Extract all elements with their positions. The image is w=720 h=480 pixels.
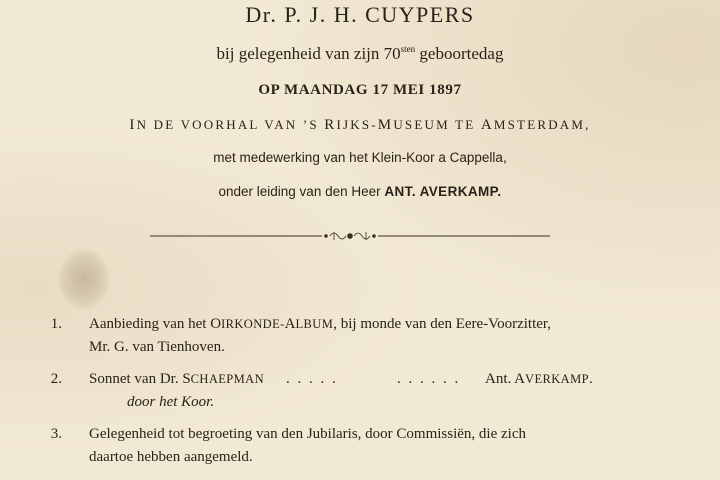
venue-initial: R bbox=[324, 117, 337, 133]
date-line: OP MAANDAG 17 MEI 1897 bbox=[258, 82, 462, 98]
item-text-part: Sonnet van Dr. bbox=[89, 371, 183, 387]
item-3-continuation: daartoe hebben aangemeld. bbox=[89, 449, 253, 465]
direction-text: onder leiding van den Heer bbox=[218, 184, 385, 199]
item-text-part: O bbox=[210, 316, 222, 332]
item-text: Gelegenheid tot begroeting van den Jubilaris, door Commissiën, die zich bbox=[89, 426, 526, 442]
item-text-part: S bbox=[182, 371, 191, 387]
venue-text: USEUM TE bbox=[393, 117, 481, 132]
venue-line bbox=[0, 117, 720, 134]
venue-initial: M bbox=[377, 117, 394, 133]
item-text-part: LBUM bbox=[295, 317, 334, 331]
direction-line bbox=[0, 184, 720, 199]
composer-part: VERKAMP bbox=[525, 372, 589, 386]
venue-initial: I bbox=[129, 117, 137, 133]
item-number: 3. bbox=[50, 426, 62, 442]
item-number: 1. bbox=[50, 316, 62, 332]
occasion-superscript: sten bbox=[400, 44, 416, 54]
item-text-part: , bij monde van den Eere-Voorzitter, bbox=[333, 316, 552, 332]
occasion-text-end: geboortedag bbox=[415, 44, 504, 63]
composer-name bbox=[485, 371, 593, 388]
item-text bbox=[89, 371, 264, 388]
title-name: P. J. H. CUYPERS bbox=[284, 2, 475, 27]
stain-mark bbox=[58, 248, 110, 310]
leader-dots: . . . . . bbox=[286, 371, 338, 387]
performer-line: door het Koor. bbox=[127, 394, 215, 410]
cooperation-line: met medewerking van het Klein-Koor a Cappella, bbox=[213, 150, 507, 165]
conductor-name: ANT. AVERKAMP. bbox=[384, 184, 502, 199]
composer-part: . bbox=[588, 371, 593, 387]
title-prefix: Dr. bbox=[245, 2, 278, 27]
document-title bbox=[0, 2, 720, 28]
item-number: 2. bbox=[50, 371, 62, 387]
venue-text: N DE VOORHAL VAN ’S bbox=[136, 117, 325, 132]
venue-text: MSTERDAM, bbox=[493, 117, 591, 132]
occasion-line bbox=[0, 44, 720, 64]
item-text bbox=[89, 316, 551, 333]
leader-dots: . . . . . . bbox=[397, 371, 461, 387]
item-1-continuation: Mr. G. van Tienhoven. bbox=[89, 339, 225, 355]
venue-text: IJKS- bbox=[336, 117, 378, 132]
item-text-part: Aanbieding van het bbox=[89, 316, 211, 332]
ornament-divider bbox=[150, 229, 550, 243]
item-text-part: IRKONDE- bbox=[221, 317, 285, 331]
composer-part: Ant. A bbox=[485, 371, 526, 387]
item-text-part: CHAEPMAN bbox=[190, 372, 265, 386]
occasion-text: bij gelegenheid van zijn 70 bbox=[216, 44, 401, 63]
venue-initial: A bbox=[480, 117, 494, 133]
item-text-part: A bbox=[284, 316, 296, 332]
